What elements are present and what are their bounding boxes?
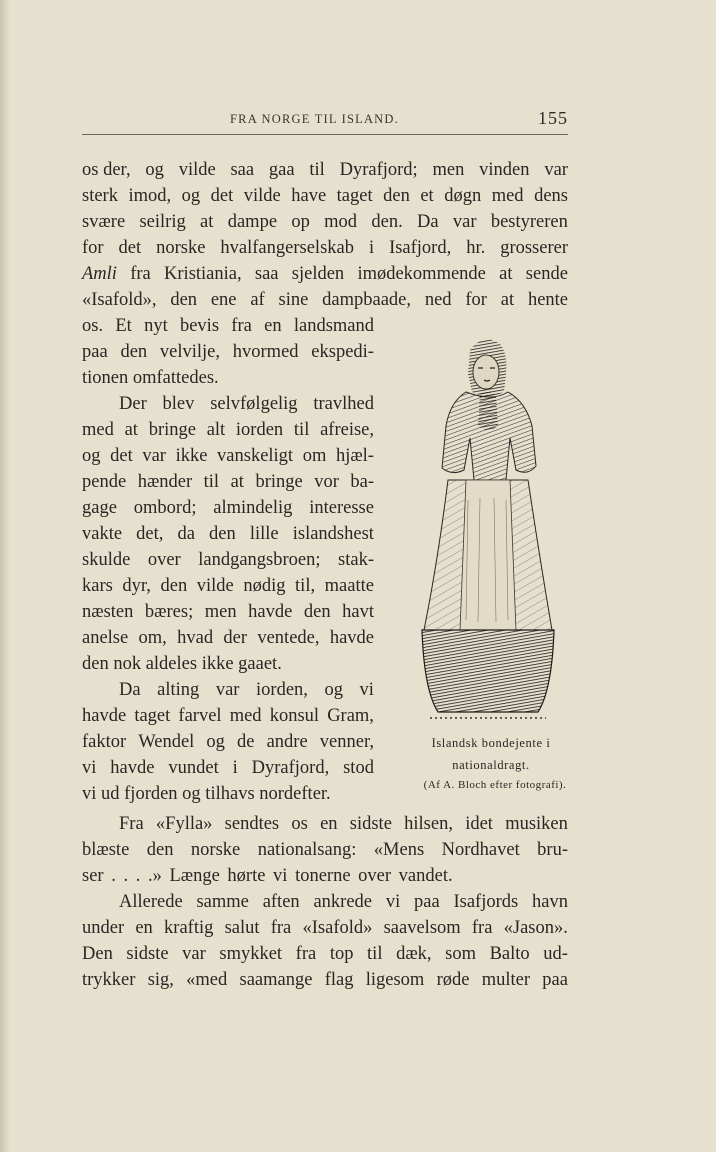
text-line xyxy=(82,183,568,209)
text-line xyxy=(82,677,374,703)
word: «Jason». xyxy=(503,918,568,938)
word: var xyxy=(142,446,166,466)
word: hvad xyxy=(177,628,214,648)
word: multer xyxy=(481,970,530,990)
word: næsten xyxy=(82,602,134,622)
word: stod xyxy=(343,758,374,778)
word: Gram, xyxy=(327,706,374,726)
text-line xyxy=(82,547,374,573)
word: taget xyxy=(134,706,171,726)
word: og xyxy=(181,186,201,206)
word: velvilje, xyxy=(159,342,221,362)
word: vi xyxy=(359,680,374,700)
word: Den xyxy=(82,944,113,964)
word: fra xyxy=(130,264,151,284)
figure-caption-line2: nationaldragt. xyxy=(452,758,530,772)
word: idet xyxy=(465,814,493,834)
text-line xyxy=(82,417,374,443)
word: Isafjords xyxy=(453,892,519,912)
word: ombord; xyxy=(133,498,197,518)
page-number: 155 xyxy=(538,108,568,128)
text-line xyxy=(82,495,374,521)
word: havde xyxy=(248,602,293,622)
word: alting xyxy=(157,680,200,700)
word: og xyxy=(324,680,343,700)
word: hvormed xyxy=(232,342,299,362)
word: det xyxy=(110,446,133,466)
text-line xyxy=(82,235,568,261)
word: at xyxy=(200,212,214,232)
word: islandshest xyxy=(292,524,374,544)
running-head: FRA NORGE TIL ISLAND. xyxy=(230,112,399,126)
word: paa xyxy=(82,342,108,362)
word: Dyrafjord; xyxy=(339,160,418,180)
word: havn xyxy=(532,892,568,912)
word: almindelig xyxy=(213,498,293,518)
word: var xyxy=(215,680,240,700)
text-line xyxy=(82,599,374,625)
word: nyt xyxy=(144,316,168,336)
word: salut xyxy=(224,918,260,938)
text-line xyxy=(82,157,568,183)
word: dæk, xyxy=(396,944,432,964)
header-rule xyxy=(82,134,568,135)
figure-credit: (Af A. Bloch efter fotografi). xyxy=(423,779,567,791)
word: en xyxy=(320,814,338,834)
word: under xyxy=(82,918,125,938)
word: var xyxy=(182,944,206,964)
word: at xyxy=(230,472,244,492)
text-line xyxy=(82,703,374,729)
word: svære xyxy=(82,212,126,232)
word: Dyrafjord, xyxy=(251,758,330,778)
word: i xyxy=(368,238,375,258)
word: et xyxy=(420,186,434,206)
word: hente xyxy=(527,290,568,310)
word: vundet xyxy=(168,758,219,778)
word: med xyxy=(229,706,262,726)
word: den xyxy=(209,524,236,544)
word: iorden, xyxy=(256,680,308,700)
text-line xyxy=(82,209,568,235)
word: hvalfangerselskab xyxy=(220,238,354,258)
word: ned xyxy=(424,290,452,310)
text-line xyxy=(82,889,568,915)
word: vinden xyxy=(479,160,530,180)
word: det xyxy=(118,238,142,258)
word: Isafjord, xyxy=(389,238,452,258)
word: nødig xyxy=(243,576,286,596)
word: faktor xyxy=(82,732,127,752)
word: den xyxy=(160,576,188,596)
word: have xyxy=(291,186,327,206)
word: afreise, xyxy=(320,420,374,440)
word: travlhed xyxy=(313,394,374,414)
word: vilde xyxy=(178,160,216,180)
word: gaa xyxy=(268,160,295,180)
word: paa xyxy=(414,892,440,912)
word: anelse xyxy=(82,628,129,648)
word: havt xyxy=(342,602,374,622)
word: Fra xyxy=(119,814,144,834)
text-line xyxy=(82,573,374,599)
word: bringe xyxy=(148,420,196,440)
word: og xyxy=(82,446,101,466)
text-line xyxy=(82,837,568,863)
text-line: den nok aldeles ikke gaaet. xyxy=(82,654,282,674)
word: norske xyxy=(156,238,206,258)
word: ankrede xyxy=(313,892,373,912)
word: musiken xyxy=(505,814,568,834)
text-line xyxy=(82,729,374,755)
word: dampe xyxy=(227,212,278,232)
word: dens xyxy=(534,186,568,206)
word: «Isafold» xyxy=(302,918,373,938)
word: trykker xyxy=(82,970,136,990)
word: «Mens xyxy=(373,840,425,860)
word: stak- xyxy=(338,550,374,570)
word: den xyxy=(120,342,148,362)
word: om, xyxy=(138,628,167,648)
word: vilde xyxy=(196,576,234,596)
word: ikke xyxy=(175,446,208,466)
word: dampbaade, xyxy=(322,290,412,310)
word: sendtes xyxy=(224,814,280,834)
text-line xyxy=(82,443,374,469)
text-line: ser . . . .» Længe hørte vi tonerne over vandet. xyxy=(82,866,453,886)
word: vanskeligt xyxy=(217,446,294,466)
word: ventede, xyxy=(257,628,320,648)
word: da xyxy=(177,524,195,544)
word: at xyxy=(124,420,138,440)
word: Et xyxy=(115,316,132,336)
word: top xyxy=(329,944,354,964)
word: Kristiania, xyxy=(164,264,242,284)
hands xyxy=(478,391,498,430)
word: den xyxy=(383,186,410,206)
word: Der xyxy=(119,394,147,414)
word: til, xyxy=(295,576,316,596)
word: ekspedi- xyxy=(311,342,374,362)
word: iorden xyxy=(235,420,284,440)
word: blev xyxy=(162,394,195,414)
word: med xyxy=(491,186,524,206)
word: Balto xyxy=(489,944,530,964)
word: landsmand xyxy=(293,316,374,336)
word: «Isafold», xyxy=(82,290,157,310)
word: konsul xyxy=(269,706,320,726)
text-line xyxy=(82,625,374,651)
word: døgn xyxy=(444,186,482,206)
word: norske xyxy=(190,840,241,860)
text-line xyxy=(82,313,374,339)
word: saa xyxy=(230,160,255,180)
word: grosserer xyxy=(500,238,568,258)
word: var xyxy=(544,160,568,180)
word: at xyxy=(500,290,515,310)
word: at xyxy=(499,264,513,284)
word: den xyxy=(170,290,198,310)
word: Nordhavet xyxy=(441,840,520,860)
word: «med xyxy=(186,970,228,990)
word: det, xyxy=(136,524,164,544)
word: saavelsom xyxy=(383,918,461,938)
text-line: tionen omfattedes. xyxy=(82,368,219,388)
word: en xyxy=(135,918,153,938)
word: os der, xyxy=(82,160,131,180)
word: farvel xyxy=(178,706,222,726)
word: sjelden xyxy=(291,264,345,284)
face xyxy=(473,355,499,389)
word: sterk xyxy=(82,186,118,206)
word: og xyxy=(206,732,225,752)
word: imødekommende xyxy=(357,264,486,284)
word: seilrig xyxy=(139,212,186,232)
word: vi xyxy=(385,892,401,912)
skirt-hem xyxy=(422,630,554,712)
word: vi xyxy=(82,758,97,778)
word: sig, xyxy=(147,970,174,990)
word: Da xyxy=(119,680,141,700)
text-line xyxy=(82,469,374,495)
word: som xyxy=(445,944,476,964)
word: fra xyxy=(295,944,317,964)
word: ligesom xyxy=(365,970,425,990)
word: havde xyxy=(329,628,374,648)
word: mod xyxy=(324,212,358,232)
word: op xyxy=(291,212,310,232)
word: selvfølgelig xyxy=(210,394,298,414)
word: hjæl- xyxy=(335,446,374,466)
word: bringe xyxy=(255,472,303,492)
text-line xyxy=(82,941,568,967)
word: en xyxy=(264,316,282,336)
text-line xyxy=(82,755,374,781)
word: til xyxy=(203,472,220,492)
word: til xyxy=(309,160,325,180)
text-line xyxy=(82,391,374,417)
word: røde xyxy=(436,970,470,990)
word: og xyxy=(145,160,164,180)
word: hænder xyxy=(137,472,193,492)
word: fra xyxy=(231,316,252,336)
text-line xyxy=(82,261,568,287)
word: var xyxy=(452,212,477,232)
word: men xyxy=(204,602,237,622)
word: landgangsbroen; xyxy=(198,550,321,570)
word: os. xyxy=(82,316,104,336)
word: gage xyxy=(82,498,117,518)
word: sidste xyxy=(126,944,169,964)
page-header xyxy=(82,108,568,134)
word: bru- xyxy=(537,840,568,860)
word: bevis xyxy=(179,316,220,336)
word: smykket xyxy=(219,944,283,964)
word: alt xyxy=(206,420,226,440)
text-line xyxy=(82,915,568,941)
word: venner, xyxy=(319,732,374,752)
word: pende xyxy=(82,472,127,492)
word: Wendel xyxy=(138,732,195,752)
word: ud- xyxy=(543,944,568,964)
word: sine xyxy=(278,290,309,310)
word: for xyxy=(465,290,487,310)
text-line xyxy=(82,967,568,993)
figure-caption: Islandsk bondejente i xyxy=(431,736,551,750)
word: den xyxy=(146,840,174,860)
word: bæres; xyxy=(144,602,194,622)
word: ene xyxy=(210,290,237,310)
word: saa xyxy=(254,264,279,284)
word: af xyxy=(250,290,265,310)
word: kars xyxy=(82,576,113,596)
word: der xyxy=(223,628,248,648)
word: vor xyxy=(314,472,339,492)
word: med xyxy=(82,420,114,440)
word: Amli xyxy=(82,264,117,284)
word: nationalsang: xyxy=(257,840,357,860)
word: sidste xyxy=(349,814,392,834)
word: saamange xyxy=(239,970,313,990)
word: over xyxy=(147,550,181,570)
word: os xyxy=(291,814,308,834)
word: dyr, xyxy=(122,576,151,596)
word: aften xyxy=(262,892,300,912)
word: skulde xyxy=(82,550,131,570)
word: de xyxy=(237,732,255,752)
word: andre xyxy=(266,732,308,752)
word: havde xyxy=(110,758,155,778)
word: sende xyxy=(525,264,568,284)
word: vilde xyxy=(243,186,281,206)
word: til xyxy=(367,944,383,964)
text-line xyxy=(82,521,374,547)
text-line xyxy=(82,339,374,365)
word: vakte xyxy=(82,524,123,544)
word: om xyxy=(302,446,327,466)
word: bestyreren xyxy=(490,212,568,232)
word: det xyxy=(210,186,234,206)
word: den xyxy=(303,602,331,622)
word: for xyxy=(82,238,104,258)
word: havde xyxy=(82,706,127,726)
page-edge xyxy=(0,0,10,1152)
word: blæste xyxy=(82,840,130,860)
word: ba- xyxy=(350,472,374,492)
text-line xyxy=(82,811,568,837)
word: taget xyxy=(336,186,373,206)
text-line xyxy=(82,287,568,313)
word: hr. xyxy=(466,238,486,258)
word: den. xyxy=(371,212,403,232)
word: men xyxy=(432,160,465,180)
word: hilsen, xyxy=(404,814,453,834)
word: kraftig xyxy=(164,918,214,938)
word: paa xyxy=(542,970,568,990)
word: interesse xyxy=(309,498,374,518)
illustration-peasant-girl xyxy=(408,330,568,725)
word: flag xyxy=(324,970,354,990)
word: maatte xyxy=(324,576,374,596)
word: fra xyxy=(270,918,292,938)
word: imod, xyxy=(128,186,172,206)
word: i xyxy=(232,758,238,778)
word: samme xyxy=(196,892,249,912)
word: Allerede xyxy=(119,892,183,912)
word: «Fylla» xyxy=(155,814,213,834)
word: fra xyxy=(471,918,493,938)
word: til xyxy=(293,420,310,440)
word: Da xyxy=(417,212,439,232)
text-line: vi ud fjorden og tilhavs nordefter. xyxy=(82,784,331,804)
word: lille xyxy=(249,524,279,544)
